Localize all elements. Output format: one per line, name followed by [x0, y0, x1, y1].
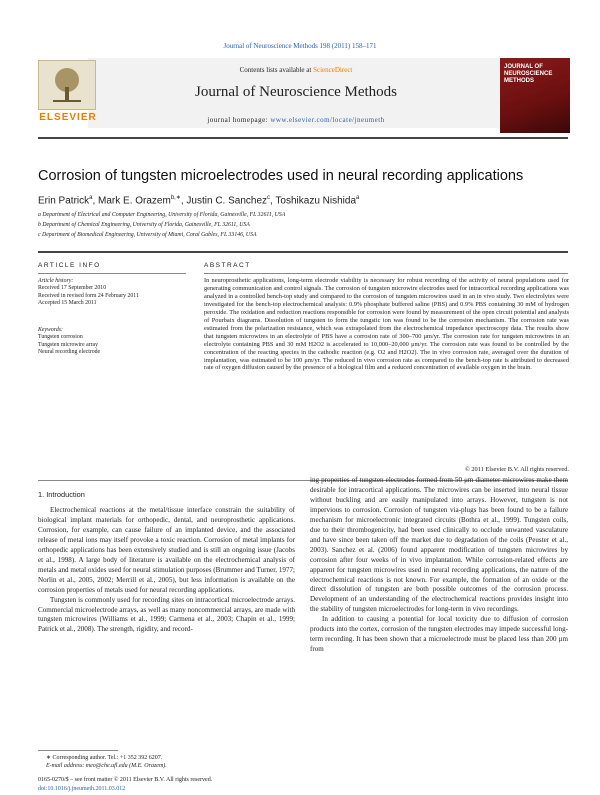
journal-title: Journal of Neuroscience Methods: [194, 84, 398, 100]
footnote-rule: [38, 750, 118, 751]
publisher-name: ELSEVIER: [39, 112, 97, 123]
author-list: Erin Patrick$^a$, Mark E. Orazem$^{b,∗}$, Justin C. Sanchez$^c$, Toshikazu Nishida$^a$: [38, 195, 360, 207]
body-column-left: [38, 506, 295, 635]
corresponding-author: ∗ Corresponding author. Tel.: +1 352 392 6207.: [46, 755, 163, 761]
body-column-right: [310, 476, 568, 655]
contents-line: Contents lists available at ScienceDirect: [239, 66, 353, 74]
journal-cover: [500, 58, 570, 133]
doi-link[interactable]: doi:10.1016/j.jneumeth.2011.03.012: [38, 786, 126, 792]
affiliation: c Department of Biomedical Engineering, University of Miami, Coral Gables, FL 33146, USA: [38, 232, 257, 238]
sciencedirect-link[interactable]: ScienceDirect: [313, 66, 353, 74]
keywords: Keywords: Tungsten corrosion Tungsten microwire array Neural recording electrode: [38, 327, 101, 355]
paragraph: In addition to causing a potential for local toxicity due to diffusion of corrosion products into the cortex, corrosion of the tungsten electrodes may impede successful long-term recording. It has been shown that a microelectrode must be placed less than 200 μm from: [310, 615, 568, 654]
article-history: Article history: Received 17 September 2010 Received in revised form 24 February 2011 Accepted 15 March 2011: [38, 278, 139, 306]
author: Justin C. Sanchez: [186, 195, 268, 207]
email-footnote: E-mail address: meo@che.ufl.edu (M.E. Orazem).: [46, 763, 167, 769]
journal-homepage: journal homepage: www.elsevier.com/locate/jneumeth: [207, 116, 385, 124]
divider: [38, 273, 186, 274]
paragraph: ing properties of tungsten electrodes formed from 50 μm diameter microwires make them desirable for intracortical applications. The microwires can be inserted into neural tissue without buckling and are easily manipulated into arrays. However, tungsten is not impervious to corrosion. Corrosion of tungsten via-plugs has been found to be a failure mechanism for microelectronic integrated circuits (Bothra et al., 1999). Tungsten coils, due to their thrombogenicity, had been used clinically to occlude unwanted vasculature and have since been taken off the market due to degradation of the coils (Peuster et al., 2003). Sanchez et al. (2006) found apparent modification of tungsten microwires by corrosion after four weeks of in vivo implantation. While corrosion-related effects are apparent for tungsten microwires used in neural recording applications, the nature of the electrochemical reactions is not known. For example, the formation of an oxide or the direct dissolution of tungsten are both possible outcomes of the corrosion process. Development of an understanding of the electrochemical reactions provides insight into the stability of tungsten microelectrodes for long-term in vivo recordings.: [310, 476, 568, 614]
author: Erin Patrick: [38, 195, 90, 207]
affiliation: b Department of Chemical Engineering, University of Florida, Gainesville, FL 32611, USA: [38, 222, 250, 228]
issn-line: 0165-0270/$ – see front matter © 2011 Elsevier B.V. All rights reserved.: [38, 777, 213, 783]
article-info-heading: ARTICLE INFO: [38, 262, 101, 269]
paragraph: Tungsten is commonly used for recording sites on intracortical microelectrode arrays. Commercial microelectrode arrays, as well as many noncommercial arrays, are made with tungsten microwires (Williams et al., 1999; Carmena et al., 2003; Chapin et al., 1999; Patrick et al., 2008). The strength, rigidity, and record-: [38, 595, 295, 634]
article-title: Corrosion of tungsten microelectrodes used in neural recording applications: [38, 168, 524, 184]
divider: [204, 273, 568, 274]
abstract-heading: ABSTRACT: [204, 262, 251, 269]
title-rule: [38, 251, 568, 253]
abstract-text: In neuroprosthetic applications, long-term electrode viability is necessary for robust recording of the activity of neural populations used for generating communication and control signals. The corrosion of tungsten microwire electrodes used for intracortical recording applications was analyzed in a controlled bench-top study and compared to the corrosion of tungsten microwires used in an in vivo study. Two electrolytes were investigated for the bench-top electrochemical analysis: 0.9% phosphate buffered saline (PBS) and 0.9% PBS containing 30 mM of hydrogen peroxide. The oxidation and reduction reactions responsible for corrosion were found by measurement of the open circuit potential and analysis of Pourbaix diagrams. Dissolution of tungsten to form the tungstic ion was found to be the corrosion mechanism. The corrosion rate was estimated from the polarization resistance, which was extrapolated from the electrochemical impedance spectroscopy data. The results show that tungsten microwires in an electrolyte of PBS have a corrosion rate of 300–700 μm/yr. The corrosion rate for tungsten microwires in an electrolyte containing PBS and 30 mM H2O2 is accelerated to 10,000–20,000 μm/yr. The corrosion rate was found to be controlled by the concentration of the reacting species in the cathodic reaction (e.g. O2 and H2O2). The in vivo corrosion rate, averaged over the duration of implantation, was estimated to be 100 μm/yr. The reduced in vivo corrosion rate as compared to the bench-top rate is attributed to decreased rate of oxygen diffusion caused by the presence of a biological film and a reduced concentration of available oxygen in the brain.: [204, 277, 569, 372]
author: Toshikazu Nishida: [275, 195, 357, 207]
homepage-link[interactable]: www.elsevier.com/locate/jneumeth: [270, 116, 385, 124]
abstract-copyright: © 2011 Elsevier B.V. All rights reserved.: [464, 466, 569, 473]
header-rule: [38, 137, 568, 139]
cover-title: JOURNAL OF NEUROSCIENCE METHODS: [504, 64, 553, 84]
running-head: Journal of Neuroscience Methods 198 (2011) 158–171: [223, 42, 377, 50]
section-heading: 1. Introduction: [38, 490, 85, 499]
author: Mark E. Orazem: [98, 195, 171, 207]
paragraph: Electrochemical reactions at the metal/tissue interface constrain the suitability of biological implant materials for orthopedic, dental, and neuroprosthetic applications. Corrosion, for example, can cause failure of an implanted device, and the associated release of metal ions may itself provoke a toxic reaction. Corrosion of metal implants for orthopedic applications has been extensively studied and is still an ongoing issue (Jacobs et al., 1998). A large body of literature is available on the electrochemical analysis of metals and metal oxides used for neural stimulation purposes (Brummer and Turner, 1977; Norlin et al., 2005, 2002; Merrill et al., 2005), but less information is available on the corrosion properties of metals used for neural recording applications.: [38, 506, 295, 594]
affiliation: a Department of Electrical and Computer Engineering, University of Florida, Gainesville, FL 32611, USA: [38, 212, 286, 218]
